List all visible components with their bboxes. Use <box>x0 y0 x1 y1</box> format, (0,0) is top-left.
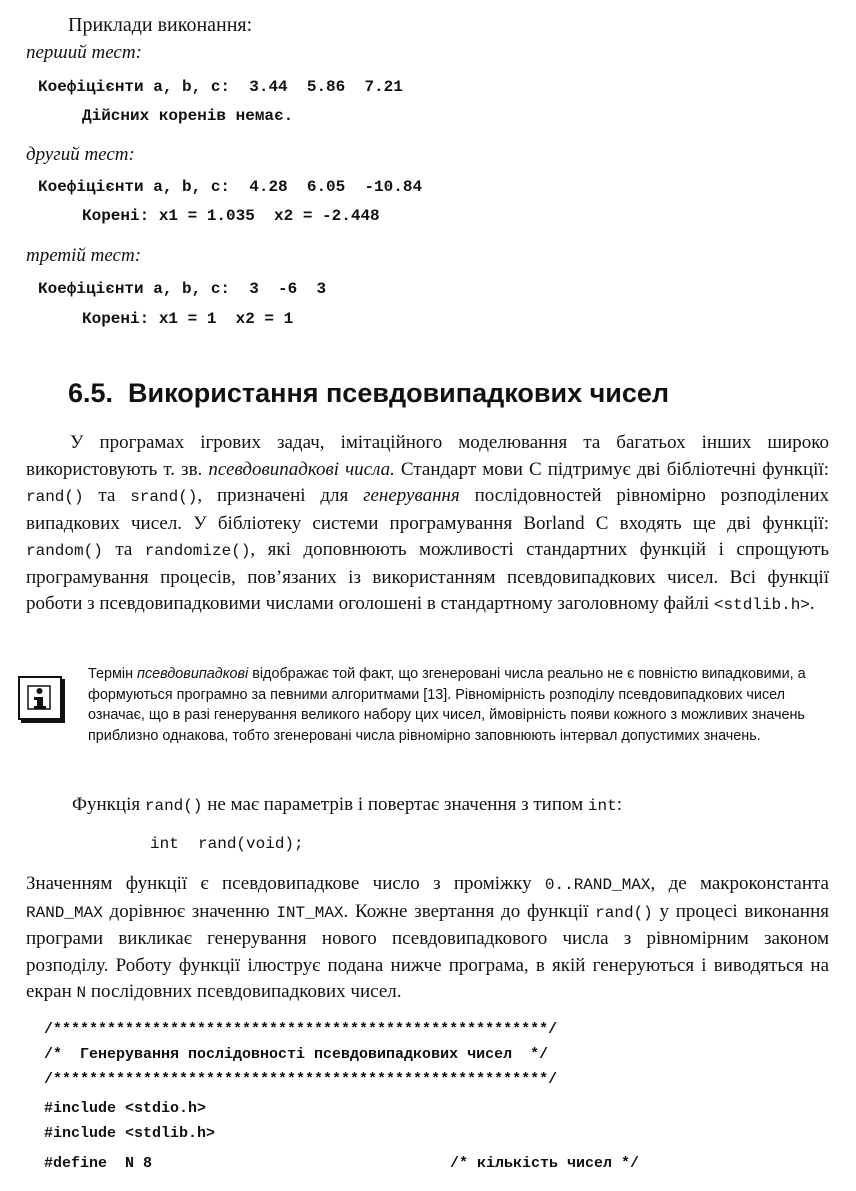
intro-paragraph: У програмах ігрових задач, імітаційного моделювання та багатьох інших широко використовують т. зв. псевдовипадкові числа. Стандарт мови С підтримує дві бібліотечні функції: rand() та srand(), призначені для генерування послідовностей рівномірно розподілених випадкових чисел. У бібліотеку системи програмування Borland C входять ще дві функції: random() та randomize(), які доповнюють можливості стандартних функцій і спрощують програмування процесів, пов’язаних із використанням псевдовипадкових чисел. Всі функції роботи з псевдовипадковими числами оголошені в стандартному заголовному файлі <stdlib.h>. <box>26 432 830 614</box>
code-stdlib-header: <stdlib.h> <box>713 596 810 614</box>
listing-define: #define N 8 <box>44 1155 153 1172</box>
test-2-input: Коефіцієнти a, b, c: 4.28 6.05 -10.84 <box>38 178 423 196</box>
info-book-icon <box>18 676 62 720</box>
listing-comment: /* Генерування послідовності псевдовипадкових чисел */ <box>44 1046 549 1063</box>
listing-include-stdlib: #include <stdlib.h> <box>44 1125 216 1142</box>
code-randomize: randomize() <box>144 542 251 560</box>
test-2-output: Корені: x1 = 1.035 x2 = -2.448 <box>82 207 380 225</box>
listing-border-top: /*******************************************************/ <box>44 1021 558 1038</box>
section-title: 6.5. Використання псевдовипадкових чисел <box>68 378 670 408</box>
term-generation: генерування <box>363 485 460 506</box>
test-3-label: третій тест: <box>26 245 142 266</box>
note-text: Термін псевдовипадкові відображає той факт, що згенеровані числа реально не є повністю випадковими, а формуються програмно за певними алгоритмами [13]. Рівномірність розподілу псевдовипадкових чисел означає, що в разі генерування великого набору цих чисел, ймовірність появи кожного з можливих значень приблизно однакова, тобто згенеровані числа рівномірно заповнюють інтервал допустимих значень. <box>88 666 806 745</box>
listing-border-bottom: /*******************************************************/ <box>44 1071 558 1088</box>
code-rand: rand() <box>26 488 84 506</box>
rand-prototype: int rand(void); <box>150 835 304 853</box>
test-1-label: перший тест: <box>26 42 142 63</box>
listing-include-stdio: #include <stdio.h> <box>44 1100 207 1117</box>
test-3-input: Коефіцієнти a, b, c: 3 -6 3 <box>38 280 327 298</box>
test-1-input: Коефіцієнти a, b, c: 3.44 5.86 7.21 <box>38 78 403 96</box>
examples-heading: Приклади виконання: <box>68 14 253 36</box>
note-term: псевдовипадкові <box>137 666 249 682</box>
term-pseudorandom-numbers: псевдовипадкові числа. <box>208 458 395 480</box>
code-srand: srand() <box>130 488 198 506</box>
test-3-output: Корені: x1 = 1 x2 = 1 <box>82 310 294 328</box>
value-paragraph: Значенням функції є псевдовипадкове число з проміжку 0..RAND_MAX, де макроконстанта RAND_MAX дорівнює значенню INT_MAX. Кожне звертання до функції rand() у процесі виконання програми викликає генерування нового псевдовипадкового числа з рівномірним законом розподілу. Роботу функції ілюструє подана нижче програма, в якій генеруються і виводяться на екран N послідовних псевдовипадкових чисел. <box>26 873 829 1002</box>
code-random: random() <box>26 542 103 560</box>
test-1-output: Дійсних коренів немає. <box>82 107 294 125</box>
rand-description: Функція rand() не має параметрів і повертає значення з типом int: <box>72 794 622 815</box>
test-2-label: другий тест: <box>26 144 135 165</box>
listing-define-comment: /* кількість чисел */ <box>450 1155 640 1172</box>
